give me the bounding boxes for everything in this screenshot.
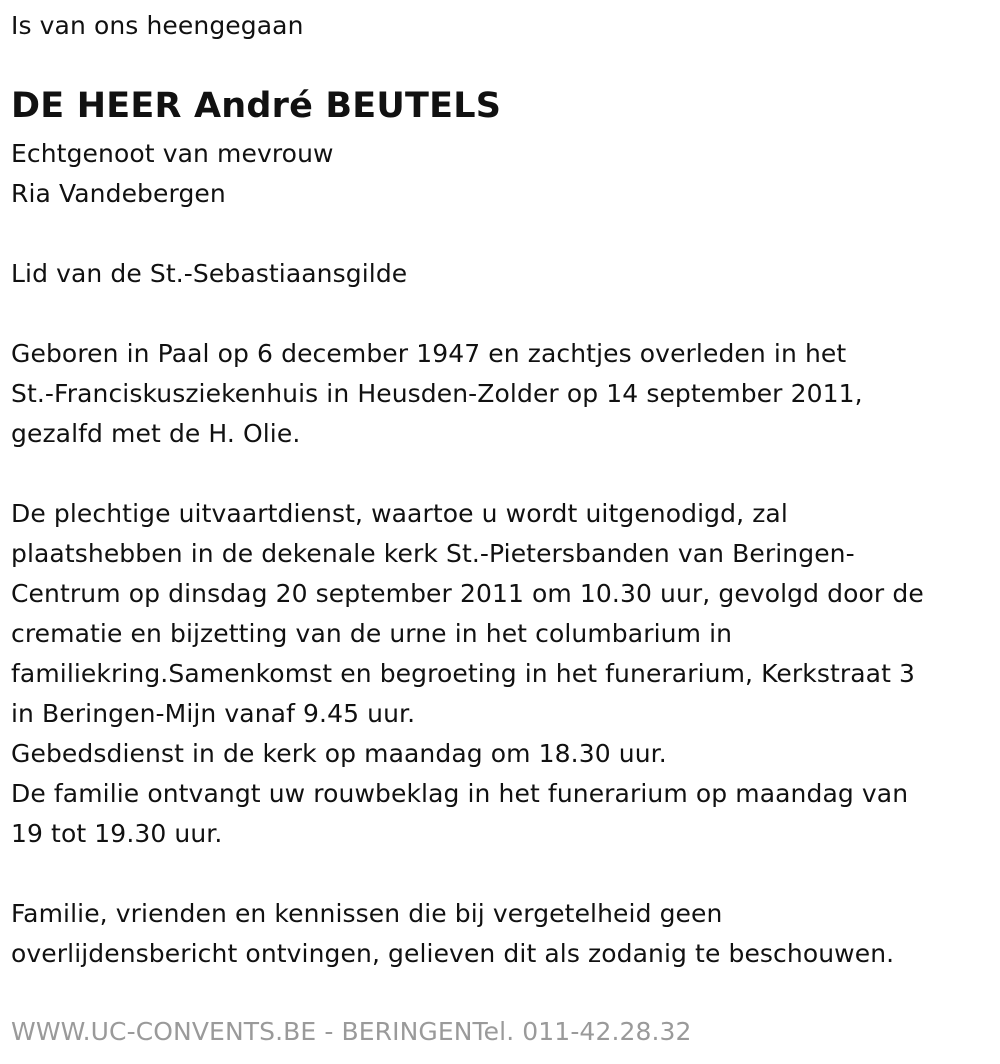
closing-line-1: Familie, vrienden en kennissen die bij vergetelheid geen [11, 899, 723, 928]
service-line-5: familiekring.Samenkomst en begroeting in het funerarium, Kerkstraat 3 [11, 659, 916, 688]
service-line-7: Gebedsdienst in de kerk op maandag om 18.30 uur. [11, 739, 667, 768]
birth-line-3: gezalfd met de H. Olie. [11, 419, 301, 448]
intro-text: Is van ons heengegaan [11, 11, 304, 40]
birth-line-2: St.-Franciskusziekenhuis in Heusden-Zolder op 14 september 2011, [11, 379, 863, 408]
service-line-8: De familie ontvangt uw rouwbeklag in het funerarium op maandag van [11, 779, 909, 808]
membership-text: Lid van de St.-Sebastiaansgilde [11, 259, 408, 288]
service-line-3: Centrum op dinsdag 20 september 2011 om 10.30 uur, gevolgd door de [11, 579, 924, 608]
deceased-name: DE HEER André BEUTELS [11, 86, 502, 126]
service-line-9: 19 tot 19.30 uur. [11, 819, 223, 848]
footer-contact: WWW.UC-CONVENTS.BE - BERINGENTel. 011-42.28.32 [11, 1017, 692, 1046]
service-line-2: plaatshebben in de dekenale kerk St.-Pietersbanden van Beringen- [11, 539, 855, 568]
birth-line-1: Geboren in Paal op 6 december 1947 en zachtjes overleden in het [11, 339, 847, 368]
service-line-4: crematie en bijzetting van de urne in het columbarium in [11, 619, 733, 648]
spouse-line-2: Ria Vandebergen [11, 179, 226, 208]
service-line-1: De plechtige uitvaartdienst, waartoe u wordt uitgenodigd, zal [11, 499, 788, 528]
service-line-6: in Beringen-Mijn vanaf 9.45 uur. [11, 699, 416, 728]
closing-line-2: overlijdensbericht ontvingen, gelieven dit als zodanig te beschouwen. [11, 939, 895, 968]
spouse-line-1: Echtgenoot van mevrouw [11, 139, 334, 168]
